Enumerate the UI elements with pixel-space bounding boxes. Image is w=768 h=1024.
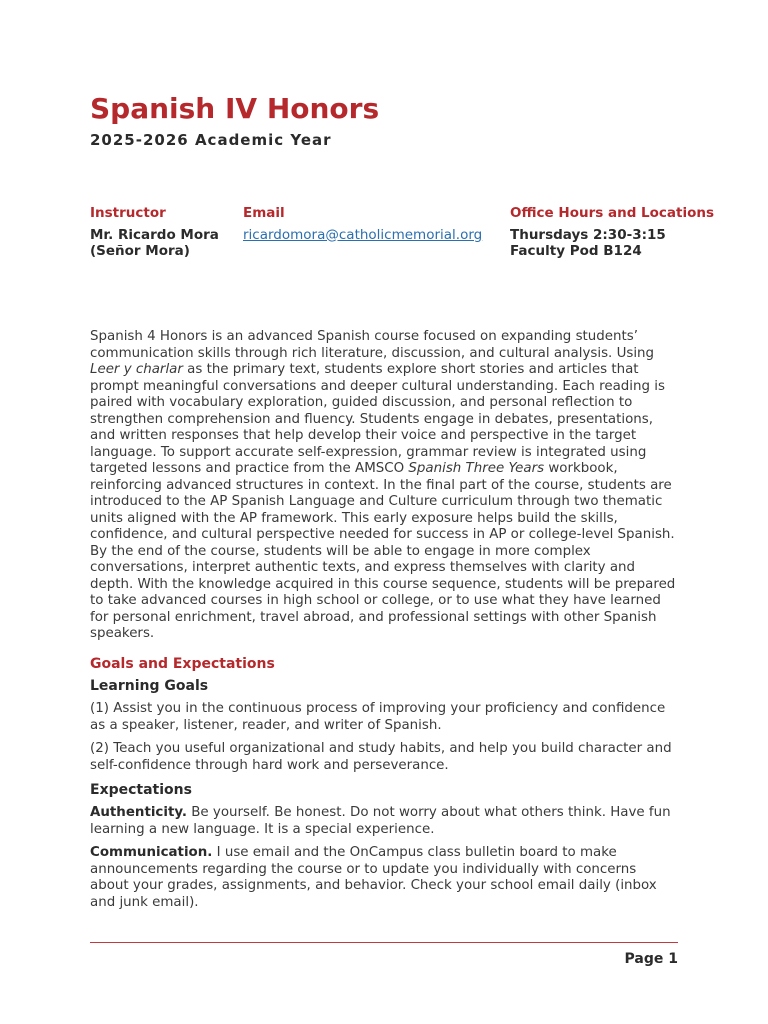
goals-section [90,677,678,918]
academic-year: 2025-2026 Academic Year [90,131,332,149]
course-title: Spanish IV Honors [90,92,380,125]
communication-text: I use email and the OnCampus class bulletin board to make announcements regarding the course or to update you individually with concerns about your grades, assignments, and behavior. Check your school email daily (inbox and junk email). [90,845,657,910]
footer-divider [90,942,678,943]
description-text-2: as the primary text, students explore short stories and articles that prompt meaningful conversations and deeper cultural understanding. Each reading is paired with vocabulary exploration, guided discussion, and personal reflection to strengthen comprehension and fluency. Students engage in debates, presentations, and written responses that help develop their voice and perspective in the target language. To support accurate self-expression, grammar review is integrated using targeted lessons and practice from the AMSCO [90,362,665,476]
authenticity-text: Be yourself. Be honest. Do not worry about what others think. Have fun learning a new language. It is a special experience. [90,805,671,837]
instructor-name: Mr. Ricardo Mora [90,226,219,243]
learning-goals-heading: Learning Goals [90,678,209,694]
description-text-1: Spanish 4 Honors is an advanced Spanish course focused on expanding students’ communication skills through rich literature, discussion, and cultural analysis. Using [90,329,655,361]
instructor-heading: Instructor [90,205,166,221]
email-link[interactable]: ricardomora@catholicmemorial.org [243,226,483,243]
communication-label: Communication. [90,845,213,860]
course-description [90,329,678,643]
learning-goal-2: (2) Teach you useful organizational and study habits, and help you build character and self-confidence through hard work and perseverance. [90,741,672,773]
authenticity-label: Authenticity. [90,805,187,820]
communication-expectation [90,845,678,911]
workbook-title: Spanish Three Years [408,461,545,476]
email-heading: Email [243,205,285,221]
goals-section-heading: Goals and Expectations [90,656,275,672]
expectations-heading: Expectations [90,782,192,798]
office-hours-time: Thursdays 2:30-3:15 [510,226,666,243]
description-text-3: workbook, reinforcing advanced structures in context. In the final part of the course, students are introduced to the AP Spanish Language and Culture curriculum through two thematic units aligned with the AP framework. This early exposure helps build the skills, confidence, and cultural perspective needed for success in AP or college-level Spanish. By the end of the course, students will be able to engage in more complex conversations, interpret authentic texts, and express themselves with clarity and depth. With the knowledge acquired in this course sequence, students will be prepared to take advanced courses in high school or college, or to use what they have learned for personal enrichment, travel abroad, and professional settings with other Spanish speakers. [90,461,676,641]
instructor-alias: (Señor Mora) [90,243,190,259]
textbook-title: Leer y charlar [90,362,183,377]
office-hours-heading: Office Hours and Locations [510,205,715,221]
office-hours-block [510,205,714,260]
instructor-block [90,205,219,260]
authenticity-expectation [90,805,678,838]
page-number [90,950,678,968]
learning-goal-1: (1) Assist you in the continuous process of improving your proficiency and confidence as a speaker, listener, reader, and writer of Spanish. [90,701,666,733]
email-block [243,205,482,243]
page-number-label: Page 1 [624,951,678,967]
office-location: Faculty Pod B124 [510,243,642,259]
